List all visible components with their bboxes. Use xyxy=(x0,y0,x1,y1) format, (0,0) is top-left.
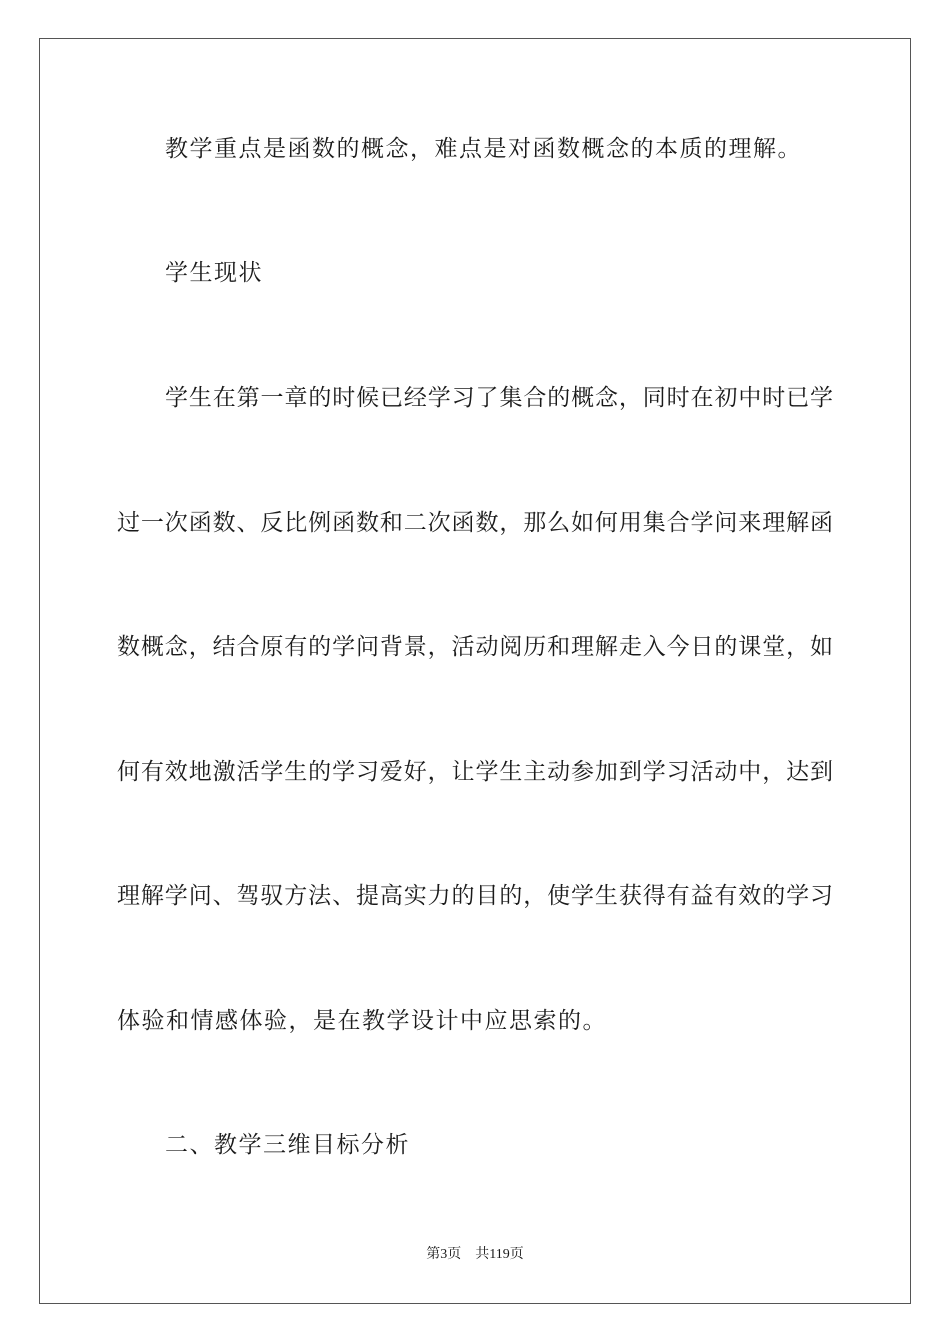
paragraph-line: 数概念，结合原有的学问背景，活动阅历和理解走入今日的课堂，如 xyxy=(117,634,833,660)
paragraph-line: 学生在第一章的时候已经学习了集合的概念，同时在初中时已学 xyxy=(165,385,833,411)
paragraph-line: 何有效地激活学生的学习爱好，让学生主动参加到学习活动中，达到 xyxy=(117,759,833,785)
paragraph-line: 体验和情感体验，是在教学设计中应思索的。 xyxy=(117,1008,607,1034)
page-footer xyxy=(0,1246,950,1264)
section-heading: 二、教学三维目标分析 xyxy=(165,1132,410,1158)
paragraph-line: 理解学问、驾驭方法、提高实力的目的，使学生获得有益有效的学习 xyxy=(117,883,833,909)
section-heading: 学生现状 xyxy=(165,260,263,286)
paragraph-line: 过一次函数、反比例函数和二次函数，那么如何用集合学问来理解函 xyxy=(117,510,833,536)
page-frame xyxy=(39,38,911,1304)
paragraph-line: 教学重点是函数的概念，难点是对函数概念的本质的理解。 xyxy=(165,136,802,162)
page-number: 第3页 xyxy=(426,1247,462,1262)
page-total: 共119页 xyxy=(475,1247,524,1262)
